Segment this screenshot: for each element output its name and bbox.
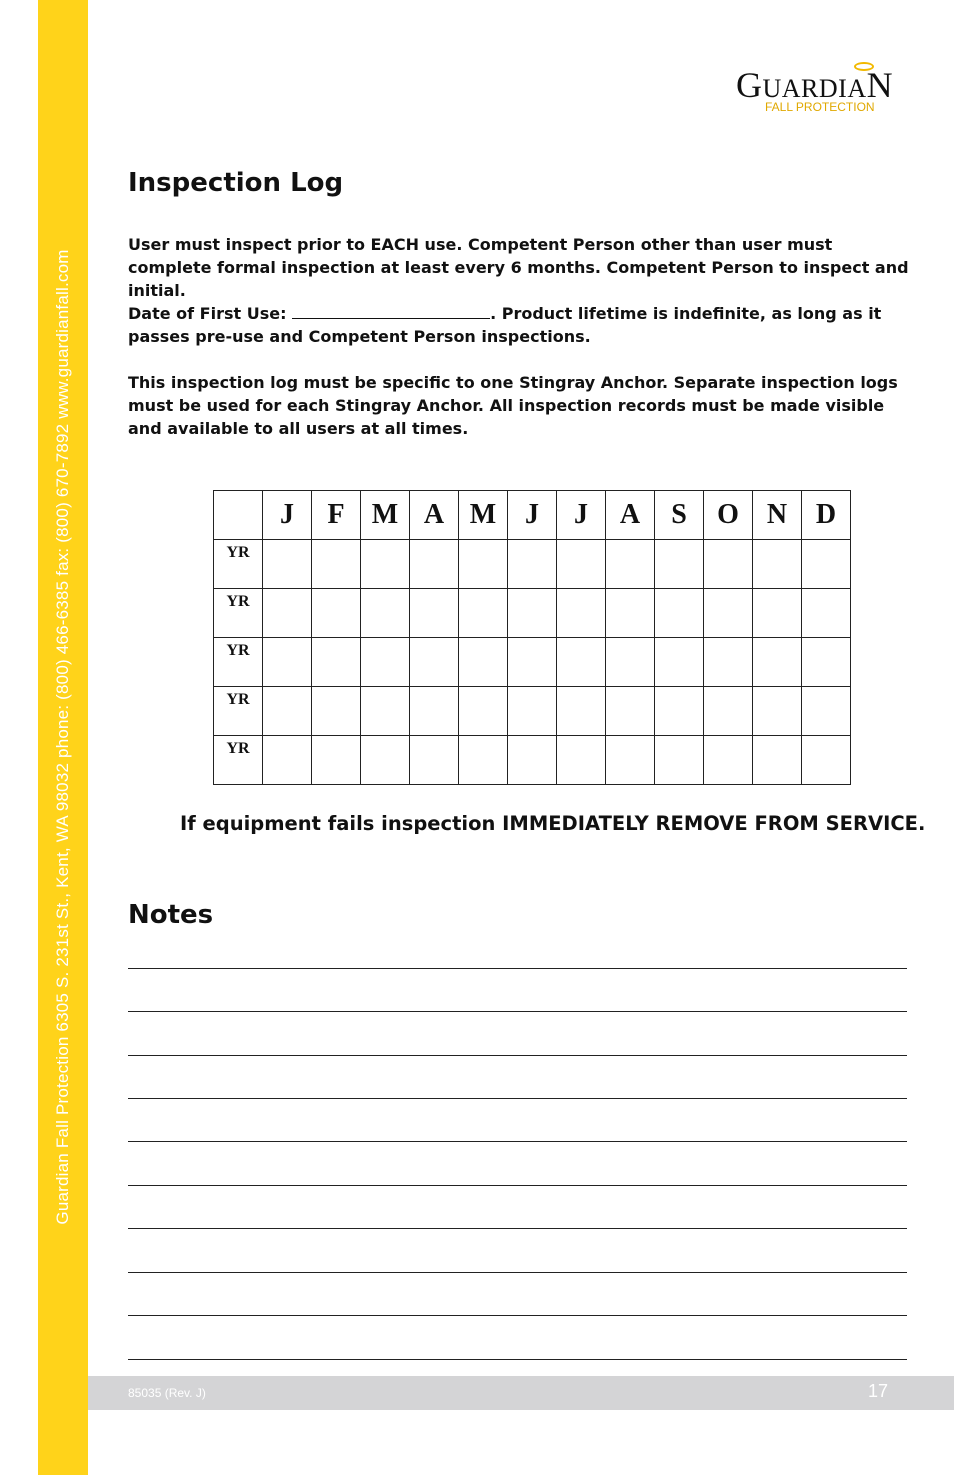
inspection-initial-cell[interactable]	[557, 687, 606, 736]
inspection-initial-cell[interactable]	[508, 540, 557, 589]
inspection-initial-cell[interactable]	[655, 687, 704, 736]
inspection-initial-cell[interactable]	[361, 589, 410, 638]
inspection-initial-cell[interactable]	[312, 589, 361, 638]
inspection-initial-cell[interactable]	[606, 540, 655, 589]
inspection-initial-cell[interactable]	[459, 736, 508, 785]
inspection-initial-cell[interactable]	[410, 736, 459, 785]
note-line[interactable]	[128, 1055, 907, 1056]
inspection-initial-cell[interactable]	[361, 736, 410, 785]
inspection-initial-cell[interactable]	[557, 589, 606, 638]
month-header: D	[802, 491, 851, 540]
month-header: A	[410, 491, 459, 540]
page-number: 17	[868, 1381, 889, 1401]
month-header: M	[361, 491, 410, 540]
corner-cell	[214, 491, 263, 540]
note-line[interactable]	[128, 1098, 907, 1099]
year-label[interactable]: YR	[214, 540, 263, 589]
inspection-initial-cell[interactable]	[704, 687, 753, 736]
year-row	[214, 540, 851, 589]
year-label[interactable]: YR	[214, 638, 263, 687]
inspection-initial-cell[interactable]	[655, 736, 704, 785]
year-row	[214, 589, 851, 638]
notes-title: Notes	[128, 900, 214, 930]
inspection-initial-cell[interactable]	[410, 540, 459, 589]
inspection-initial-cell[interactable]	[312, 736, 361, 785]
document-code: 85035 (Rev. J)	[128, 1386, 206, 1400]
inspection-initial-cell[interactable]	[459, 638, 508, 687]
specificity-paragraph: This inspection log must be specific to one Stingray Anchor. Separate inspection logs must be used for each Stingray Anchor. All inspection records must be made visible and available to all users at all times.	[128, 373, 898, 438]
guardian-logo	[736, 62, 896, 118]
first-use-paragraph: Date of First Use: . Product lifetime is indefinite, as long as it passes pre-use and Competent Person inspections.	[128, 304, 882, 346]
inspection-initial-cell[interactable]	[655, 638, 704, 687]
inspection-initial-cell[interactable]	[263, 638, 312, 687]
inspection-initial-cell[interactable]	[557, 736, 606, 785]
inspection-initial-cell[interactable]	[459, 540, 508, 589]
inspection-initial-cell[interactable]	[508, 638, 557, 687]
month-header: J	[508, 491, 557, 540]
year-row	[214, 638, 851, 687]
month-header: M	[459, 491, 508, 540]
year-label[interactable]: YR	[214, 589, 263, 638]
note-line[interactable]	[128, 1315, 907, 1316]
inspection-initial-cell[interactable]	[557, 638, 606, 687]
inspection-initial-cell[interactable]	[459, 687, 508, 736]
inspection-initial-cell[interactable]	[753, 540, 802, 589]
sidebar-contact-text: Guardian Fall Protection 6305 S. 231st St., Kent, WA 98032 phone: (800) 466-6385 fax: (800) 670-7892 www.guardianfall.com	[53, 249, 72, 1225]
inspection-initial-cell[interactable]	[508, 589, 557, 638]
month-header: F	[312, 491, 361, 540]
inspection-initial-cell[interactable]	[312, 540, 361, 589]
logo-subtitle: FALL PROTECTION	[765, 100, 875, 114]
inspection-initial-cell[interactable]	[704, 638, 753, 687]
inspection-initial-cell[interactable]	[361, 540, 410, 589]
inspection-initial-cell[interactable]	[508, 736, 557, 785]
inspection-initial-cell[interactable]	[263, 736, 312, 785]
inspection-initial-cell[interactable]	[802, 687, 851, 736]
month-header-row	[214, 491, 851, 540]
note-line[interactable]	[128, 1228, 907, 1229]
inspection-initial-cell[interactable]	[410, 687, 459, 736]
inspection-initial-cell[interactable]	[802, 540, 851, 589]
inspection-initial-cell[interactable]	[704, 736, 753, 785]
inspection-initial-cell[interactable]	[802, 736, 851, 785]
inspection-initial-cell[interactable]	[606, 589, 655, 638]
inspection-initial-cell[interactable]	[753, 638, 802, 687]
inspection-initial-cell[interactable]	[753, 589, 802, 638]
inspection-initial-cell[interactable]	[263, 589, 312, 638]
year-label[interactable]: YR	[214, 736, 263, 785]
inspection-initial-cell[interactable]	[606, 638, 655, 687]
inspection-initial-cell[interactable]	[802, 589, 851, 638]
inspection-initial-cell[interactable]	[606, 736, 655, 785]
inspection-initial-cell[interactable]	[655, 540, 704, 589]
inspection-initial-cell[interactable]	[753, 687, 802, 736]
month-header: A	[606, 491, 655, 540]
month-header: O	[704, 491, 753, 540]
month-header: S	[655, 491, 704, 540]
inspection-initial-cell[interactable]	[655, 589, 704, 638]
note-line[interactable]	[128, 1272, 907, 1273]
inspection-initial-cell[interactable]	[508, 687, 557, 736]
page-title: Inspection Log	[128, 168, 344, 198]
inspection-initial-cell[interactable]	[802, 638, 851, 687]
note-line[interactable]	[128, 1011, 907, 1012]
inspection-initial-cell[interactable]	[410, 638, 459, 687]
month-header: N	[753, 491, 802, 540]
inspection-initial-cell[interactable]	[704, 540, 753, 589]
logo-wordmark: GUARDIAN	[736, 65, 894, 105]
year-row	[214, 687, 851, 736]
remove-from-service-warning: If equipment fails inspection IMMEDIATELY REMOVE FROM SERVICE.	[180, 812, 926, 835]
month-header: J	[557, 491, 606, 540]
month-header: J	[263, 491, 312, 540]
intro-paragraph: User must inspect prior to EACH use. Competent Person other than user must complete formal inspection at least every 6 months. Competent Person to inspect and initial.	[128, 235, 909, 300]
inspection-initial-cell[interactable]	[312, 638, 361, 687]
note-line[interactable]	[128, 1359, 907, 1360]
year-label[interactable]: YR	[214, 687, 263, 736]
inspection-initial-cell[interactable]	[459, 589, 508, 638]
note-line[interactable]	[128, 968, 907, 969]
inspection-initial-cell[interactable]	[312, 687, 361, 736]
inspection-initial-cell[interactable]	[753, 736, 802, 785]
first-use-date-blank[interactable]	[292, 304, 490, 319]
inspection-log-table	[213, 490, 851, 785]
inspection-initial-cell[interactable]	[263, 540, 312, 589]
inspection-initial-cell[interactable]	[704, 589, 753, 638]
note-line[interactable]	[128, 1185, 907, 1186]
inspection-initial-cell[interactable]	[606, 687, 655, 736]
footer-bar	[88, 1376, 954, 1410]
inspection-initial-cell[interactable]	[361, 638, 410, 687]
inspection-initial-cell[interactable]	[557, 540, 606, 589]
year-row	[214, 736, 851, 785]
inspection-initial-cell[interactable]	[361, 687, 410, 736]
inspection-initial-cell[interactable]	[410, 589, 459, 638]
inspection-initial-cell[interactable]	[263, 687, 312, 736]
note-line[interactable]	[128, 1141, 907, 1142]
